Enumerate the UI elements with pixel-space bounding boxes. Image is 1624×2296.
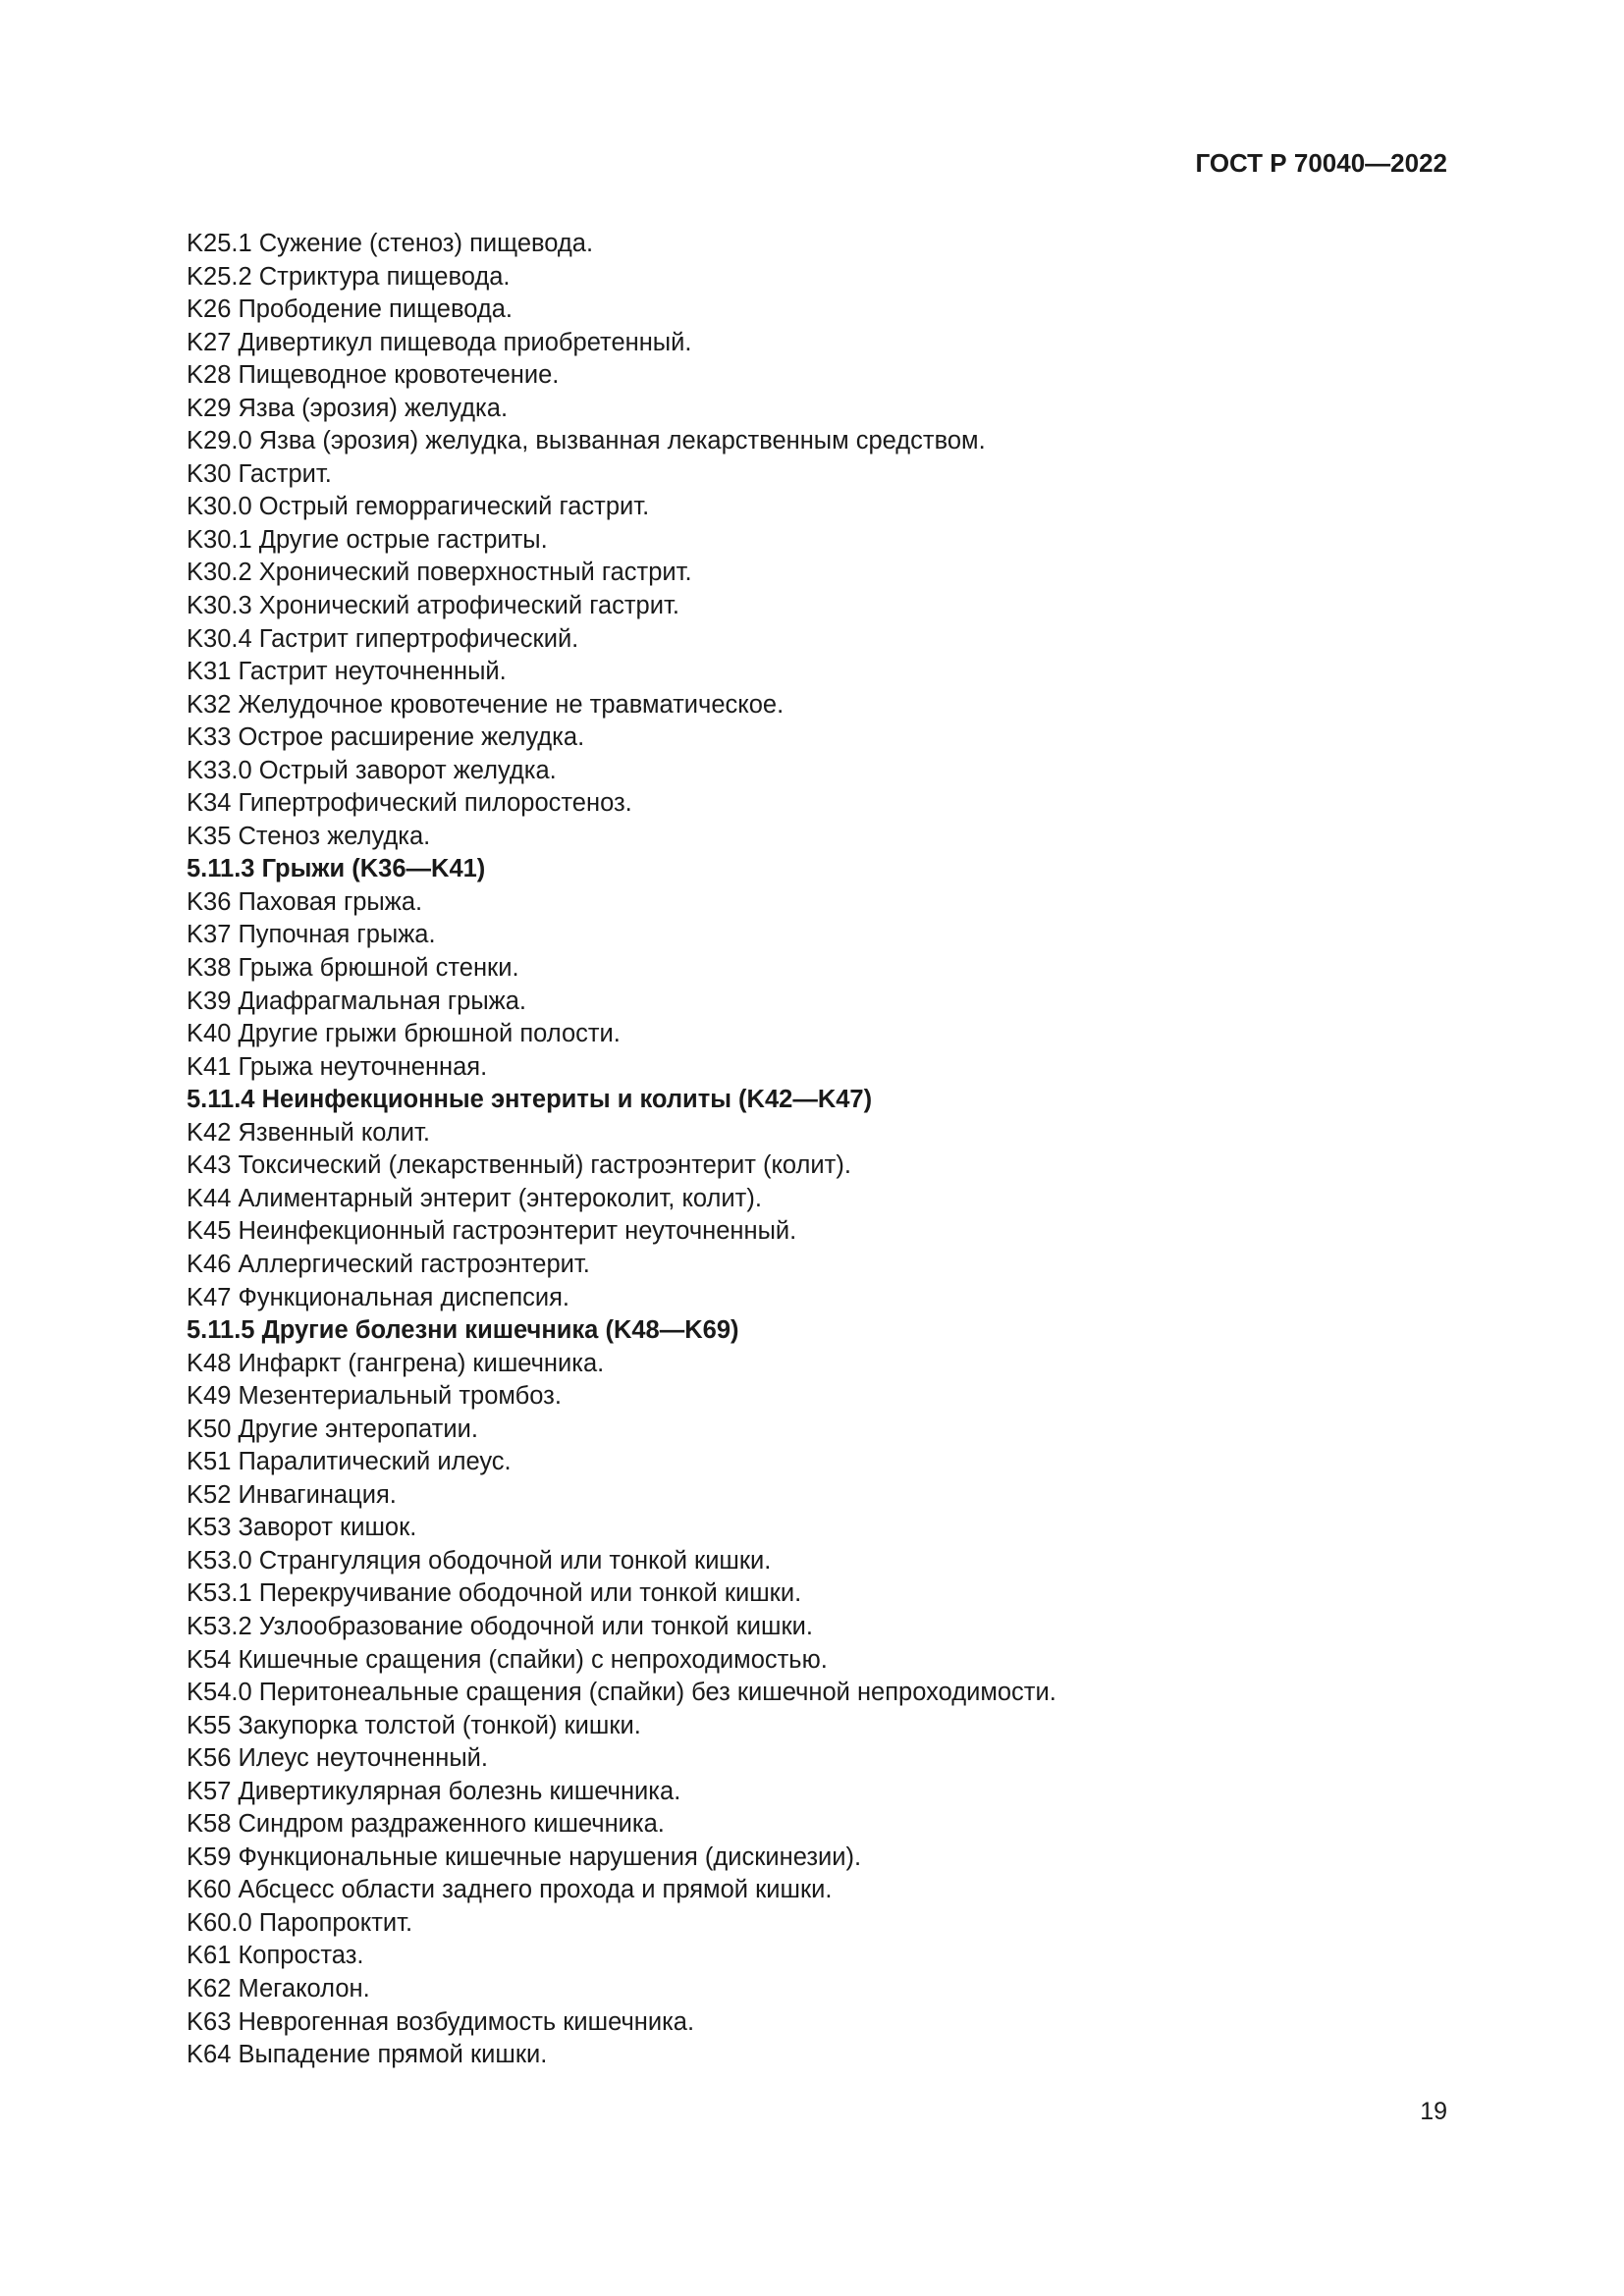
list-item: K37 Пупочная грыжа. [187,921,436,949]
list-item: K25.1 Сужение (стеноз) пищевода. [187,230,594,257]
list-item: K53.0 Странгуляция ободочной или тонкой кишки. [187,1546,772,1575]
list-item: K48 Инфаркт (гангрена) кишечника. [187,1349,605,1377]
section-heading: 5.11.4 Неинфекционные энтериты и колиты (K42—K47) [187,1086,873,1114]
list-item: K62 Мегаколон. [187,1974,370,2002]
list-item: K58 Синдром раздраженного кишечника. [187,1810,665,1839]
list-item: K28 Пищеводное кровотечение. [187,361,560,390]
list-item: K30 Гастрит. [187,459,332,488]
list-item: K63 Неврогенная возбудимость кишечника. [187,2007,695,2036]
list-item: K35 Стеноз желудка. [187,822,431,850]
list-item: K40 Другие грыжи брюшной полости. [187,1020,621,1048]
list-item: K60 Абсцесс области заднего прохода и прямой кишки. [187,1876,833,1904]
list-item: K54 Кишечные сращения (спайки) с непроходимостью. [187,1645,828,1674]
list-item: K53.1 Перекручивание ободочной или тонкой кишки. [187,1579,802,1608]
list-item: K25.2 Стриктура пищевода. [187,262,511,291]
list-item: K51 Паралитический илеус. [187,1448,512,1476]
list-item: K36 Паховая грыжа. [187,887,423,916]
list-item: K52 Инвагинация. [187,1480,397,1509]
list-item: K30.2 Хронический поверхностный гастрит. [187,559,692,587]
list-item: K53.2 Узлообразование ободочной или тонкой кишки. [187,1612,813,1640]
list-item: K27 Дивертикул пищевода приобретенный. [187,328,692,356]
list-item: K33 Острое расширение желудка. [187,723,585,752]
list-item: K53 Заворот кишок. [187,1514,417,1542]
list-item: K42 Язвенный колит. [187,1118,430,1147]
section-heading: 5.11.5 Другие болезни кишечника (K48—K69) [187,1316,739,1345]
list-item: K33.0 Острый заворот желудка. [187,756,557,784]
list-item: K30.1 Другие острые гастриты. [187,525,548,554]
list-item: K46 Аллергический гастроэнтерит. [187,1250,590,1278]
section-heading: 5.11.3 Грыжи (K36—K41) [187,855,486,883]
page-number: 19 [1420,2098,1447,2125]
list-item: K47 Функциональная диспепсия. [187,1283,570,1311]
list-item: K29 Язва (эрозия) желудка. [187,394,509,422]
list-item: K31 Гастрит неуточненный. [187,658,507,686]
list-item: K57 Дивертикулярная болезнь кишечника. [187,1777,681,1805]
list-item: K30.0 Острый геморрагический гастрит. [187,493,650,521]
list-item: K43 Токсический (лекарственный) гастроэнтерит (колит). [187,1151,851,1180]
standard-code-header: ГОСТ Р 70040—2022 [1195,148,1447,178]
list-item: K50 Другие энтеропатии. [187,1415,478,1443]
list-item: K60.0 Паропроктит. [187,1908,413,1937]
list-item: K56 Илеус неуточненный. [187,1744,488,1773]
list-item: K49 Мезентериальный тромбоз. [187,1382,562,1411]
document-body [187,228,1443,2072]
list-item: K30.3 Хронический атрофический гастрит. [187,592,679,620]
list-item: K44 Алиментарный энтерит (энтероколит, колит). [187,1184,762,1212]
list-item: K61 Копростаз. [187,1942,364,1970]
list-item: K45 Неинфекционный гастроэнтерит неуточненный. [187,1217,797,1246]
list-item: K30.4 Гастрит гипертрофический. [187,624,579,653]
list-item: K32 Желудочное кровотечение не травматическое. [187,690,785,719]
list-item: K34 Гипертрофический пилоростеноз. [187,789,632,818]
list-item: K38 Грыжа брюшной стенки. [187,954,519,983]
list-item: K41 Грыжа неуточненная. [187,1052,488,1081]
list-item: K54.0 Перитонеальные сращения (спайки) без кишечной непроходимости. [187,1679,1056,1707]
list-item: K26 Прободение пищевода. [187,295,513,324]
list-item: K55 Закупорка толстой (тонкой) кишки. [187,1711,641,1739]
list-item: K59 Функциональные кишечные нарушения (дискинезии). [187,1842,862,1871]
list-item: K29.0 Язва (эрозия) желудка, вызванная лекарственным средством. [187,427,986,455]
list-item: K39 Диафрагмальная грыжа. [187,987,526,1015]
list-item: K64 Выпадение прямой кишки. [187,2041,548,2069]
